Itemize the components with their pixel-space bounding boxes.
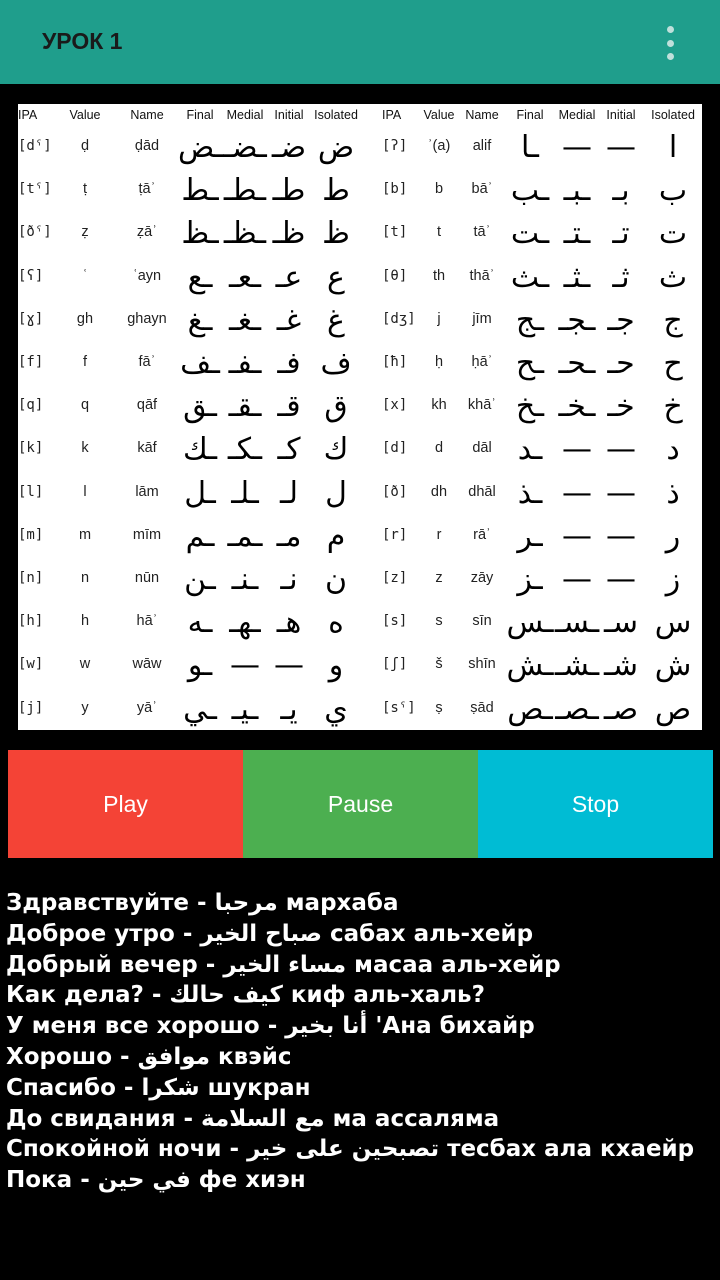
cell-name: ḍād bbox=[134, 138, 160, 154]
alphabet-table bbox=[18, 104, 702, 730]
cell-final: ـص bbox=[507, 691, 553, 727]
cell-value: w bbox=[79, 656, 91, 673]
cell-value: m bbox=[78, 526, 92, 543]
cell-name: thāʾ bbox=[469, 267, 495, 284]
more-vert-icon[interactable] bbox=[664, 26, 676, 60]
cell-medial: ـقـ bbox=[228, 389, 262, 425]
cell-name: nūn bbox=[134, 570, 160, 586]
phrase-transliteration: киф аль-халь? bbox=[290, 982, 485, 1009]
phrase-transliteration: квэйс bbox=[217, 1043, 292, 1070]
cell-medial: ـسـ bbox=[554, 605, 600, 641]
cell-isolated: ز bbox=[665, 562, 681, 597]
cell-ipa: [ð] bbox=[382, 483, 408, 500]
cell-final: ـب bbox=[510, 173, 550, 209]
cell-medial: ـجـ bbox=[558, 302, 596, 338]
cell-final: ـش bbox=[506, 648, 554, 684]
cell-medial: ـعـ bbox=[228, 259, 262, 295]
column-header-ipa: IPA bbox=[382, 108, 402, 122]
cell-initial: ثـ bbox=[612, 259, 630, 295]
phrase-item: Здравствуйте - مرحبا мархаба bbox=[6, 890, 399, 916]
cell-medial: — bbox=[562, 130, 592, 165]
column-header-ipa: IPA bbox=[18, 108, 38, 122]
cell-final: ـث bbox=[510, 259, 550, 295]
cell-isolated: ر bbox=[665, 518, 681, 554]
cell-ipa: [tˤ] bbox=[18, 181, 52, 198]
cell-medial: ـطـ bbox=[223, 173, 267, 209]
cell-initial: — bbox=[606, 432, 636, 468]
cell-value: y bbox=[81, 699, 89, 716]
phrase-list bbox=[6, 888, 716, 1196]
cell-name: ṭāʾ bbox=[138, 181, 156, 198]
cell-ipa: [d] bbox=[382, 440, 408, 457]
cell-ipa: [t] bbox=[382, 224, 408, 241]
cell-isolated: ص bbox=[654, 691, 692, 727]
cell-value: d bbox=[434, 440, 444, 457]
cell-initial: صـ bbox=[603, 691, 639, 727]
cell-ipa: [s] bbox=[382, 613, 408, 630]
cell-name: dāl bbox=[472, 440, 492, 457]
phrase-transliteration: фе хиэн bbox=[198, 1167, 306, 1194]
cell-initial: — bbox=[606, 475, 636, 511]
cell-name: ḥāʾ bbox=[471, 354, 493, 370]
column-header-name: Name bbox=[130, 108, 164, 122]
table-row bbox=[18, 125, 360, 168]
cell-isolated: و bbox=[328, 648, 344, 684]
phrase-arabic: تصبحين على خير bbox=[247, 1136, 440, 1163]
cell-initial: قـ bbox=[277, 389, 301, 425]
phrase-russian: До свидания bbox=[6, 1105, 176, 1132]
table-row bbox=[18, 643, 360, 686]
cell-medial: ـهـ bbox=[229, 605, 261, 641]
cell-initial: جـ bbox=[607, 302, 635, 338]
phrase-russian: Здравствуйте bbox=[6, 890, 190, 916]
cell-value: š bbox=[435, 656, 443, 673]
cell-value: ʿ bbox=[82, 267, 88, 284]
cell-ipa: [j] bbox=[18, 699, 44, 716]
table-row bbox=[382, 514, 702, 557]
cell-ipa: [dˤ] bbox=[18, 138, 52, 154]
table-row bbox=[18, 384, 360, 427]
alphabet-table-right bbox=[382, 104, 702, 730]
table-row bbox=[382, 557, 702, 600]
cell-initial: كـ bbox=[277, 432, 301, 468]
cell-initial: ضـ bbox=[271, 130, 307, 165]
phrase-item: Хорошо - موافق квэйс bbox=[6, 1043, 292, 1070]
column-header-initial: Initial bbox=[606, 108, 636, 122]
cell-name: qāf bbox=[136, 397, 158, 414]
cell-name: ẓāʾ bbox=[136, 224, 158, 241]
cell-value: q bbox=[80, 397, 90, 414]
phrase-transliteration: тесбах ала кхаейр bbox=[447, 1136, 695, 1163]
cell-name: yāʾ bbox=[136, 699, 158, 716]
cell-isolated: ت bbox=[658, 216, 688, 252]
cell-medial: ـضـ bbox=[223, 130, 267, 165]
cell-ipa: [l] bbox=[18, 483, 44, 500]
phrase-russian: У меня все хорошо bbox=[6, 1013, 260, 1040]
cell-value: ḥ bbox=[434, 354, 444, 370]
cell-ipa: [f] bbox=[18, 354, 44, 370]
table-row bbox=[18, 211, 360, 254]
cell-value: r bbox=[436, 526, 442, 543]
phrase-item: До свидания - مع السلامة ма ассаляма bbox=[6, 1105, 500, 1132]
cell-initial: — bbox=[606, 518, 636, 554]
cell-ipa: [q] bbox=[18, 397, 44, 414]
table-row bbox=[18, 687, 360, 730]
cell-medial: — bbox=[562, 432, 592, 468]
table-row bbox=[18, 168, 360, 211]
cell-name: ṣād bbox=[470, 699, 494, 716]
cell-name: dhāl bbox=[468, 483, 496, 500]
cell-value: h bbox=[80, 613, 90, 630]
app-bar bbox=[0, 0, 720, 84]
table-row bbox=[18, 557, 360, 600]
cell-final: ـق bbox=[183, 389, 217, 425]
column-header-value: Value bbox=[69, 108, 101, 122]
cell-name: shīn bbox=[468, 656, 496, 673]
cell-initial: — bbox=[606, 130, 636, 165]
phrase-arabic: أنا بخير bbox=[285, 1013, 368, 1040]
cell-value: kh bbox=[431, 397, 447, 414]
phrase-item: Как дела? - كيف حالك киф аль-халь? bbox=[6, 982, 485, 1009]
cell-medial: — bbox=[230, 648, 260, 684]
cell-final: ـه bbox=[187, 605, 213, 641]
cell-medial: ـنـ bbox=[231, 562, 259, 597]
cell-isolated: ي bbox=[324, 691, 348, 727]
cell-initial: سـ bbox=[604, 605, 638, 641]
cell-ipa: [w] bbox=[18, 656, 44, 673]
cell-initial: هـ bbox=[276, 605, 302, 641]
cell-final: ـت bbox=[510, 216, 550, 252]
cell-final: ـز bbox=[517, 562, 543, 597]
cell-medial: — bbox=[562, 475, 592, 511]
cell-initial: حـ bbox=[607, 346, 635, 381]
phrase-transliteration: сабах аль-хейр bbox=[330, 920, 534, 947]
cell-name: lām bbox=[135, 483, 159, 500]
cell-medial: ـشـ bbox=[554, 648, 600, 684]
cell-isolated: ظ bbox=[322, 216, 350, 252]
cell-value: n bbox=[80, 570, 90, 586]
cell-isolated: ق bbox=[324, 389, 348, 425]
cell-final: ـح bbox=[515, 346, 545, 381]
cell-value: th bbox=[432, 267, 446, 284]
cell-value: gh bbox=[76, 310, 94, 327]
cell-initial: خـ bbox=[607, 389, 635, 425]
cell-value: t bbox=[436, 224, 442, 241]
table-row bbox=[382, 427, 702, 470]
cell-isolated: س bbox=[654, 605, 692, 641]
cell-medial: ـخـ bbox=[558, 389, 596, 425]
cell-isolated: خ bbox=[663, 389, 683, 425]
phrase-arabic: كيف حالك bbox=[169, 982, 283, 1009]
page-title: УРОК 1 bbox=[42, 28, 123, 54]
table-row bbox=[18, 427, 360, 470]
cell-name: ghayn bbox=[127, 310, 167, 327]
cell-name: khāʾ bbox=[467, 397, 497, 414]
cell-name: wāw bbox=[132, 656, 162, 673]
table-row bbox=[382, 168, 702, 211]
phrase-arabic: مع السلامة bbox=[201, 1105, 325, 1132]
cell-initial: نـ bbox=[280, 562, 298, 597]
phrase-russian: Спасибо bbox=[6, 1074, 116, 1101]
cell-name: alif bbox=[472, 138, 492, 154]
table-row bbox=[18, 514, 360, 557]
cell-initial: شـ bbox=[604, 648, 638, 684]
phrase-arabic: موافق bbox=[137, 1043, 210, 1070]
table-row bbox=[382, 211, 702, 254]
cell-initial: لـ bbox=[280, 475, 298, 511]
cell-final: ـغ bbox=[187, 302, 213, 338]
play-button[interactable]: Play bbox=[8, 750, 243, 858]
phrase-item: Доброе утро - صباح الخير сабах аль-хейр bbox=[6, 920, 534, 947]
cell-value: z bbox=[435, 570, 443, 586]
table-row bbox=[18, 255, 360, 298]
cell-ipa: [m] bbox=[18, 526, 44, 543]
cell-final: ـع bbox=[187, 259, 213, 295]
cell-final: ـو bbox=[187, 648, 213, 684]
cell-final: ـر bbox=[517, 518, 543, 554]
cell-medial: ـمـ bbox=[227, 518, 263, 554]
phrase-transliteration: 'Ана бихайр bbox=[375, 1013, 535, 1040]
phrase-transliteration: масаа аль-хейр bbox=[354, 951, 561, 978]
cell-initial: بـ bbox=[612, 173, 630, 209]
cell-ipa: [dʒ] bbox=[382, 310, 416, 327]
column-header-initial: Initial bbox=[274, 108, 304, 122]
cell-name: hāʾ bbox=[136, 613, 158, 630]
cell-isolated: ن bbox=[324, 562, 348, 597]
phrase-russian: Пока bbox=[6, 1167, 73, 1194]
cell-ipa: [ħ] bbox=[382, 354, 408, 370]
cell-medial: ـظـ bbox=[223, 216, 267, 252]
phrase-item: Спокойной ночи - تصبحين على خير тесбах ала кхаейр bbox=[6, 1136, 695, 1163]
cell-isolated: ب bbox=[658, 173, 688, 209]
cell-final: ـض bbox=[178, 130, 224, 165]
cell-final: ـك bbox=[182, 432, 218, 468]
cell-medial: ـصـ bbox=[555, 691, 599, 727]
cell-isolated: ط bbox=[322, 173, 350, 209]
cell-value: j bbox=[437, 310, 441, 327]
cell-ipa: [ɣ] bbox=[18, 310, 44, 327]
cell-isolated: ا bbox=[668, 130, 678, 165]
cell-isolated: ف bbox=[320, 346, 352, 381]
table-row bbox=[18, 341, 360, 384]
cell-initial: — bbox=[274, 648, 304, 684]
phrase-item: У меня все хорошо - أنا بخير 'Ана бихайр bbox=[6, 1013, 535, 1040]
cell-value: dh bbox=[430, 483, 448, 500]
column-header-medial: Medial bbox=[558, 108, 596, 122]
cell-ipa: [r] bbox=[382, 526, 408, 543]
stop-button[interactable]: Stop bbox=[478, 750, 713, 858]
table-row bbox=[382, 298, 702, 341]
table-row bbox=[382, 471, 702, 514]
cell-name: zāy bbox=[470, 570, 494, 586]
cell-initial: غـ bbox=[276, 302, 302, 338]
playback-controls bbox=[8, 750, 713, 858]
cell-value: l bbox=[83, 483, 87, 500]
cell-final: ـس bbox=[506, 605, 554, 641]
phrase-transliteration: шукран bbox=[207, 1074, 311, 1101]
cell-final: ـف bbox=[180, 346, 220, 381]
cell-initial: مـ bbox=[276, 518, 302, 554]
cell-final: ـا bbox=[521, 130, 539, 165]
cell-final: ـم bbox=[185, 518, 215, 554]
phrase-arabic: مرحبا bbox=[214, 890, 278, 916]
phrase-item: Спасибо - شكرا шукран bbox=[6, 1074, 311, 1101]
alphabet-table-left bbox=[18, 104, 360, 730]
phrase-arabic: شكرا bbox=[141, 1074, 200, 1101]
cell-ipa: [b] bbox=[382, 181, 408, 198]
cell-medial: ـفـ bbox=[228, 346, 262, 381]
cell-ipa: [n] bbox=[18, 570, 44, 586]
cell-initial: طـ bbox=[272, 173, 306, 209]
cell-isolated: ح bbox=[663, 346, 683, 381]
cell-medial: ـحـ bbox=[558, 346, 596, 381]
cell-initial: تـ bbox=[612, 216, 630, 252]
column-header-medial: Medial bbox=[226, 108, 264, 122]
cell-medial: — bbox=[562, 518, 592, 554]
phrase-arabic: صباح الخير bbox=[200, 920, 323, 947]
cell-isolated: غ bbox=[327, 302, 345, 338]
column-header-isolated: Isolated bbox=[651, 108, 695, 122]
table-row bbox=[382, 687, 702, 730]
cell-final: ـظ bbox=[181, 216, 219, 252]
column-header-final: Final bbox=[186, 108, 214, 122]
cell-name: bāʾ bbox=[471, 181, 493, 198]
cell-medial: ـلـ bbox=[231, 475, 259, 511]
cell-isolated: ه bbox=[328, 605, 344, 641]
cell-isolated: ع bbox=[327, 259, 345, 295]
cell-medial: ـكـ bbox=[227, 432, 263, 468]
cell-medial: ـتـ bbox=[563, 216, 591, 252]
cell-medial: — bbox=[562, 562, 592, 597]
cell-medial: ـبـ bbox=[563, 173, 591, 209]
cell-medial: ـيـ bbox=[231, 691, 259, 727]
cell-ipa: [sˤ] bbox=[382, 699, 416, 716]
cell-isolated: م bbox=[326, 518, 346, 554]
pause-button[interactable]: Pause bbox=[243, 750, 478, 858]
table-row bbox=[18, 471, 360, 514]
column-header-name: Name bbox=[465, 108, 499, 122]
cell-ipa: [ʃ] bbox=[382, 656, 408, 673]
cell-value: ẓ bbox=[81, 224, 89, 241]
column-header-isolated: Isolated bbox=[314, 108, 358, 122]
cell-name: rāʾ bbox=[473, 526, 491, 543]
cell-ipa: [z] bbox=[382, 570, 408, 586]
cell-ipa: [k] bbox=[18, 440, 44, 457]
cell-initial: ظـ bbox=[272, 216, 306, 252]
cell-value: s bbox=[435, 613, 443, 630]
cell-final: ـذ bbox=[517, 475, 543, 511]
cell-isolated: ل bbox=[325, 475, 347, 511]
phrase-transliteration: мархаба bbox=[285, 890, 399, 916]
cell-final: ـي bbox=[183, 691, 217, 727]
cell-final: ـد bbox=[517, 432, 543, 468]
column-header-value: Value bbox=[423, 108, 455, 122]
table-row bbox=[382, 125, 702, 168]
column-header-final: Final bbox=[516, 108, 544, 122]
cell-final: ـط bbox=[181, 173, 219, 209]
phrase-russian: Хорошо bbox=[6, 1043, 113, 1070]
cell-value: ṣ bbox=[435, 699, 443, 716]
cell-value: ṭ bbox=[82, 181, 88, 198]
cell-isolated: ث bbox=[658, 259, 688, 295]
table-row bbox=[382, 255, 702, 298]
cell-name: jīm bbox=[472, 310, 492, 327]
cell-ipa: [ðˤ] bbox=[18, 224, 52, 241]
cell-value: k bbox=[81, 440, 89, 457]
phrase-item: Добрый вечер - مساء الخير масаа аль-хейр bbox=[6, 951, 561, 978]
cell-final: ـل bbox=[184, 475, 216, 511]
cell-ipa: [θ] bbox=[382, 267, 408, 284]
table-row bbox=[382, 643, 702, 686]
cell-name: mīm bbox=[132, 526, 162, 543]
cell-isolated: ض bbox=[317, 130, 355, 165]
cell-medial: ـثـ bbox=[563, 259, 591, 295]
table-row bbox=[382, 600, 702, 643]
phrase-item: Пока - في حين фе хиэн bbox=[6, 1167, 306, 1194]
phrase-arabic: في حين bbox=[97, 1167, 191, 1194]
cell-value: ḍ bbox=[80, 138, 90, 154]
cell-final: ـج bbox=[515, 302, 545, 338]
cell-initial: يـ bbox=[280, 691, 298, 727]
cell-ipa: [x] bbox=[382, 397, 408, 414]
cell-isolated: ك bbox=[323, 432, 349, 468]
cell-name: sīn bbox=[472, 613, 492, 630]
table-row bbox=[18, 298, 360, 341]
phrase-transliteration: ма ассаляма bbox=[332, 1105, 500, 1132]
table-row bbox=[382, 384, 702, 427]
cell-value: b bbox=[434, 181, 444, 198]
phrase-russian: Как дела? bbox=[6, 982, 144, 1009]
cell-name: fāʾ bbox=[138, 354, 156, 370]
table-row bbox=[382, 341, 702, 384]
cell-name: tāʾ bbox=[473, 224, 491, 241]
cell-ipa: [h] bbox=[18, 613, 44, 630]
phrase-russian: Доброе утро bbox=[6, 920, 175, 947]
cell-name: ʿayn bbox=[132, 267, 162, 284]
cell-initial: — bbox=[606, 562, 636, 597]
cell-ipa: [ʔ] bbox=[382, 138, 408, 154]
phrase-russian: Добрый вечер bbox=[6, 951, 198, 978]
cell-isolated: ش bbox=[654, 648, 692, 684]
cell-isolated: ذ bbox=[666, 475, 680, 511]
cell-final: ـن bbox=[184, 562, 216, 597]
cell-value: ʾ(a) bbox=[427, 138, 451, 154]
cell-initial: عـ bbox=[275, 259, 303, 295]
cell-medial: ـغـ bbox=[228, 302, 262, 338]
cell-isolated: د bbox=[666, 432, 680, 468]
phrase-arabic: مساء الخير bbox=[223, 951, 347, 978]
cell-name: kāf bbox=[137, 440, 157, 457]
cell-ipa: [ʕ] bbox=[18, 267, 44, 284]
phrase-russian: Спокойной ночи bbox=[6, 1136, 222, 1163]
cell-value: f bbox=[82, 354, 88, 370]
cell-final: ـخ bbox=[515, 389, 545, 425]
table-row bbox=[18, 600, 360, 643]
cell-isolated: ج bbox=[663, 302, 683, 338]
cell-initial: فـ bbox=[277, 346, 301, 381]
